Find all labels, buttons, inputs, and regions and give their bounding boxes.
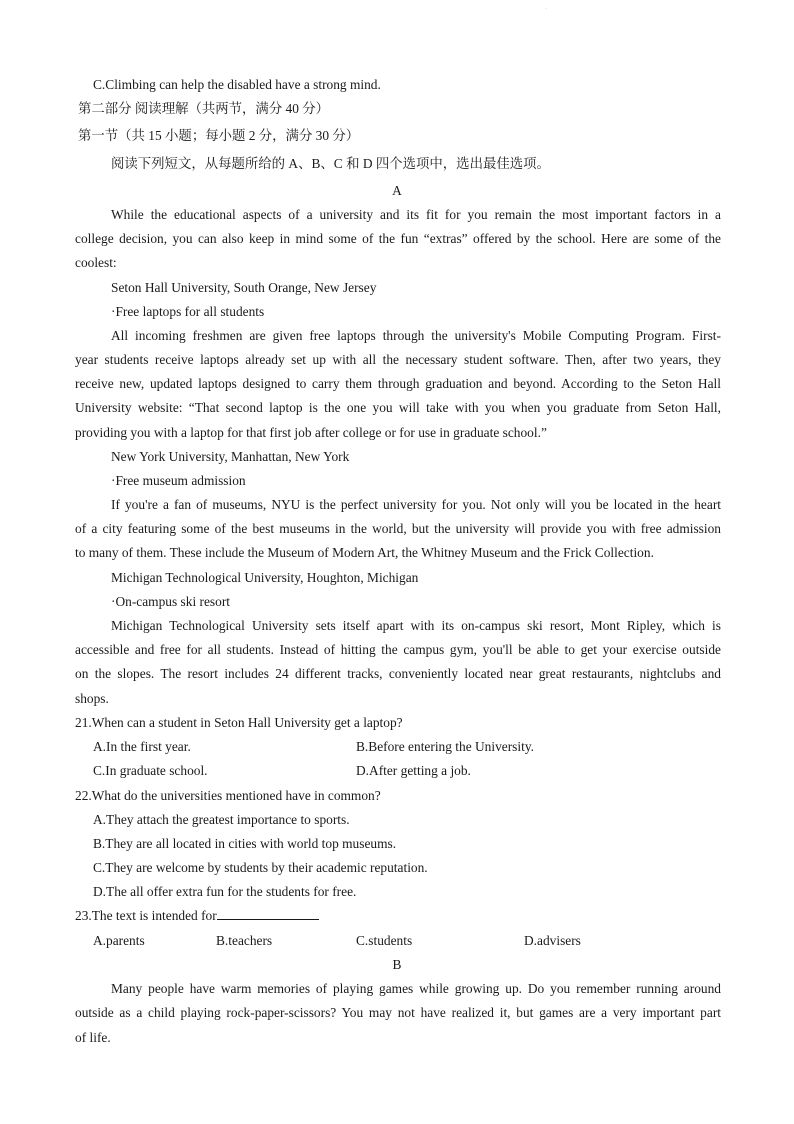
q23-option-a: A.parents xyxy=(93,933,145,948)
q22-option-d: D.The all offer extra fun for the students for free. xyxy=(93,884,357,899)
q23-option-d: D.advisers xyxy=(524,933,581,948)
passage-line: receive new, updated laptops designed to carry them through graduation and beyond. According to the Seton Hall xyxy=(75,376,721,391)
passage-line: All incoming freshmen are given free laptops through the university's Mobile Computing Program. First- xyxy=(111,328,721,343)
passage-line: While the educational aspects of a university and its fit for you remain the most important factors in a xyxy=(111,207,721,222)
q21-option-b: B.Before entering the University. xyxy=(356,739,534,754)
passage-line: coolest: xyxy=(75,255,117,270)
question-23-text: 23.The text is intended for xyxy=(75,908,217,923)
answer-blank xyxy=(217,907,319,920)
passage-line: college decision, you can also keep in mind some of the fun “extras” offered by the school. Here are some of the xyxy=(75,231,721,246)
question-23-stem xyxy=(75,907,721,925)
q23-option-b: B.teachers xyxy=(216,933,273,948)
top-mark: · xyxy=(545,6,547,12)
passage-line: If you're a fan of museums, NYU is the perfect university for you. Not only will you be located in the heart xyxy=(111,497,721,512)
option-c-previous: C.Climbing can help the disabled have a strong mind. xyxy=(93,77,381,92)
q21-option-c: C.In graduate school. xyxy=(93,763,208,778)
passage-b-label: B xyxy=(392,957,402,972)
university-feature: ·On-campus ski resort xyxy=(111,594,230,609)
passage-line: of a city featuring some of the best museums in the world, but the university will provide you with free admission xyxy=(75,521,721,536)
q22-option-a: A.They attach the greatest importance to sports. xyxy=(93,812,350,827)
passage-line: on the slopes. The resort includes 24 different tracks, conveniently located near great restaurants, nightclubs and xyxy=(75,666,721,681)
passage-line: Michigan Technological University sets itself apart with its on-campus ski resort, Mont Ripley, which is xyxy=(111,618,721,633)
passage-line: University website: “That second laptop is the one you will take with you when you graduate from Seton Hall, xyxy=(75,400,721,415)
passage-a-label: A xyxy=(392,183,402,198)
passage-line: providing you with a laptop for that first job after college or for use in graduate school.” xyxy=(75,425,547,440)
question-21-stem: 21.When can a student in Seton Hall University get a laptop? xyxy=(75,715,403,730)
q21-option-d: D.After getting a job. xyxy=(356,763,471,778)
university-name: Michigan Technological University, Houghton, Michigan xyxy=(111,570,419,585)
passage-line: year students receive laptops already set up with all the necessary student software. Then, after two years, they xyxy=(75,352,721,367)
passage-line: shops. xyxy=(75,691,109,706)
q21-option-a: A.In the first year. xyxy=(93,739,191,754)
university-name: New York University, Manhattan, New York xyxy=(111,449,350,464)
passage-line: Many people have warm memories of playing games while growing up. Do you remember running around xyxy=(111,981,721,996)
passage-line: accessible and free for all students. Instead of hitting the campus gym, you'll be able to get your exercise outside xyxy=(75,642,721,657)
instructions: 阅读下列短文，从每题所给的 A、B、C 和 D 四个选项中，选出最佳选项。 xyxy=(111,156,550,171)
q23-option-c: C.students xyxy=(356,933,413,948)
university-name: Seton Hall University, South Orange, New Jersey xyxy=(111,280,377,295)
question-22-stem: 22.What do the universities mentioned have in common? xyxy=(75,788,381,803)
university-feature: ·Free laptops for all students xyxy=(111,304,265,319)
part-two-heading: 第二部分 阅读理解（共两节，满分 40 分） xyxy=(78,101,330,116)
section-one-heading: 第一节（共 15 小题；每小题 2 分，满分 30 分） xyxy=(78,128,360,143)
passage-line: to many of them. These include the Museum of Modern Art, the Whitney Museum and the Frick Collection. xyxy=(75,545,654,560)
q22-option-c: C.They are welcome by students by their academic reputation. xyxy=(93,860,428,875)
passage-line: outside as a child playing rock-paper-scissors? You may not have realized it, but games are a very important part xyxy=(75,1005,721,1020)
q22-option-b: B.They are all located in cities with world top museums. xyxy=(93,836,397,851)
university-feature: ·Free museum admission xyxy=(111,473,246,488)
passage-line: of life. xyxy=(75,1030,111,1045)
